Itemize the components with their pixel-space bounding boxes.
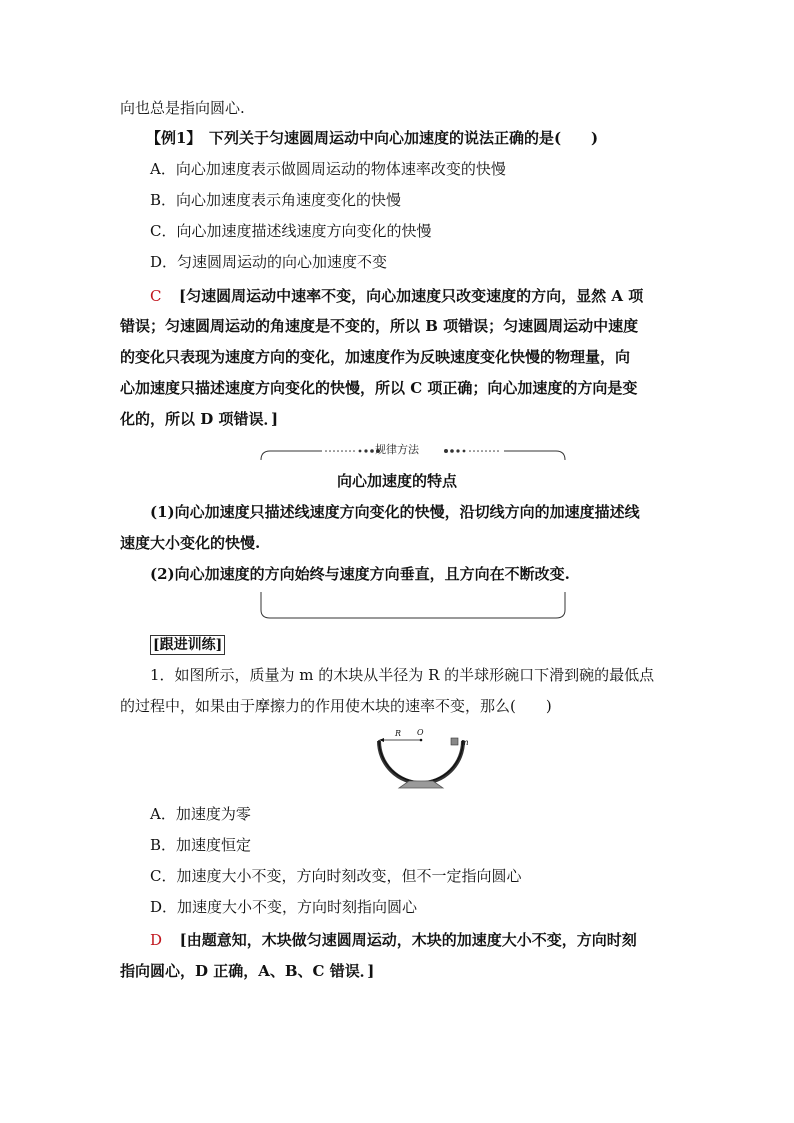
answer-1-line-4: 心加速度只描述速度方向变化的快慢，所以 C 项正确；向心加速度的方向是变 xyxy=(120,379,638,397)
answer-2-line-2: 指向圆心，D 正确，A、B、C 错误．] xyxy=(120,962,375,980)
method-point-1-cont: 速度大小变化的快慢. xyxy=(120,534,261,552)
answer-1-text: [匀速圆周运动中速率不变，向心加速度只改变速度的方向，显然 A 项 xyxy=(179,287,644,305)
fig-label-r: R xyxy=(395,729,402,738)
practice-tag: [跟进训练] xyxy=(150,635,225,655)
method-box-label: 规律方法 xyxy=(375,443,419,456)
option-c: C．向心加速度描述线速度方向变化的快慢 xyxy=(150,222,432,240)
option-d: D．匀速圆周运动的向心加速度不变 xyxy=(150,253,388,271)
answer-1-line-3: 的变化只表现为速度方向的变化，加速度作为反映速度变化快慢的物理量，向 xyxy=(120,348,631,366)
fig-label-o: O xyxy=(417,728,424,737)
q1-option-c: C．加速度大小不变，方向时刻改变，但不一定指向圆心 xyxy=(150,867,522,885)
q1-option-a: A．加速度为零 xyxy=(150,805,251,823)
answer-1-line-2: 错误；匀速圆周运动的角速度是不变的，所以 B 项错误；匀速圆周运动中速度 xyxy=(120,317,639,335)
q1-option-b: B．加速度恒定 xyxy=(150,836,252,854)
answer-2-letter: D xyxy=(150,931,163,949)
question-1-stem: 1．如图所示，质量为 m 的木块从半径为 R 的半球形碗口下滑到碗的最低点 xyxy=(150,666,655,684)
method-point-2: (2)向心加速度的方向始终与速度方向垂直，且方向在不断改变. xyxy=(150,565,570,583)
body-line-1: 向也总是指向圆心. xyxy=(120,99,245,117)
method-box-bottom-border xyxy=(260,590,566,620)
example-stem: 【例1】 下列关于匀速圆周运动中向心加速度的说法正确的是( ) xyxy=(146,129,599,147)
option-b: B．向心加速度表示角速度变化的快慢 xyxy=(150,191,402,209)
option-a: A．向心加速度表示做圆周运动的物体速率改变的快慢 xyxy=(150,160,506,178)
question-1-stem-cont: 的过程中，如果由于摩擦力的作用使木块的速率不变，那么( ) xyxy=(120,697,552,715)
bowl-diagram xyxy=(365,726,475,792)
method-point-1: (1)向心加速度只描述线速度方向变化的快慢，沿切线方向的加速度描述线 xyxy=(150,503,640,521)
answer-2-text: [由题意知，木块做匀速圆周运动，木块的加速度大小不变，方向时刻 xyxy=(179,931,637,949)
method-box-title: 向心加速度的特点 xyxy=(336,472,457,490)
q1-option-d: D．加速度大小不变，方向时刻指向圆心 xyxy=(150,898,418,916)
answer-1-letter: C xyxy=(150,287,162,305)
fig-label-m: m xyxy=(461,738,469,747)
answer-1-line-5: 化的，所以 D 项错误．] xyxy=(120,410,279,428)
